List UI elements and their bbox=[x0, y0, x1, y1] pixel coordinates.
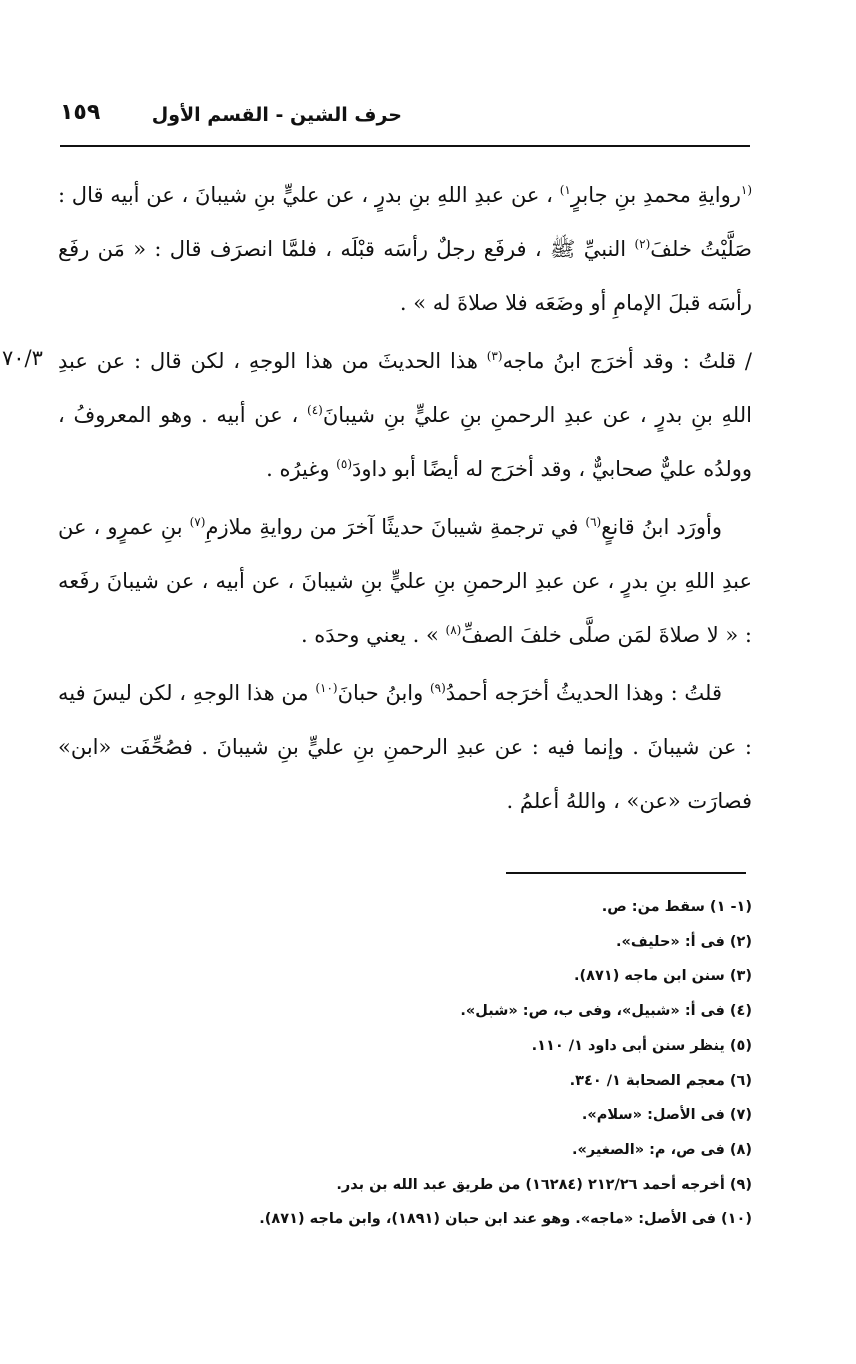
footnote-reference: (٢) bbox=[634, 237, 651, 251]
paragraph-text: وغيرُه . bbox=[266, 457, 337, 481]
main-text bbox=[58, 168, 752, 832]
footnote-reference: (٣) bbox=[486, 349, 503, 363]
paragraph-text: » . يعني وحدَه . bbox=[300, 623, 446, 647]
footnote: (٥) ينظر سنن أبى داود ١/ ١١٠. bbox=[531, 1037, 752, 1054]
paragraph-text: ، عن عبدِ اللهِ بنِ بدرٍ ، عن عليٍّ بنِ شيبانَ ، عن أبيه قال : صَلَّيْتُ خلفَ bbox=[58, 183, 753, 261]
footnote-separator bbox=[506, 872, 746, 874]
footnote: (٢) فى أ: «حليف». bbox=[615, 933, 752, 950]
footnote-reference: (٦) bbox=[585, 515, 602, 529]
footnote-reference: (٤) bbox=[307, 403, 323, 417]
footnotes bbox=[100, 890, 752, 1237]
margin-volume-page-marker: ٧٠/٣ bbox=[2, 346, 43, 370]
footnote: (٣) سنن ابن ماجه (٨٧١). bbox=[573, 968, 752, 985]
paragraph-text: من هذا الوجهِ ، لكن ليسَ فيه : عن شيبانَ . وإنما فيه : عن عبدِ الرحمنِ بنِ عليٍّ بنِ شيبانَ . فصُحِّفَت «ابن» فصارَت «عن» ، واللهُ أعلمُ . bbox=[58, 681, 752, 813]
paragraph-text: في ترجمةِ شيبانَ حديثًا آخرَ من روايةِ ملازمِ bbox=[205, 515, 586, 539]
paragraph bbox=[58, 666, 752, 828]
paragraph bbox=[58, 334, 752, 496]
header-rule bbox=[60, 145, 750, 147]
paragraph-text: وابنُ حبانَ bbox=[337, 681, 430, 705]
footnote: (١٠) فى الأصل: «ماجه». وهو عند ابن حبان (١٨٩١)، وابن ماجه (٨٧١). bbox=[259, 1211, 752, 1228]
paragraph-text: / قلتُ : وقد أخرَج ابنُ ماجه bbox=[502, 349, 752, 373]
footnote-reference: (٥) bbox=[336, 457, 352, 471]
footnote-reference: (٨) bbox=[445, 623, 462, 637]
footnote-reference: (٧) bbox=[189, 515, 206, 529]
footnote: (٧) فى الأصل: «سلام». bbox=[581, 1107, 752, 1124]
paragraph bbox=[58, 168, 752, 330]
paragraph-text: روايةِ محمدِ بنِ جابرٍ bbox=[570, 183, 741, 207]
footnote-reference: (١٠) bbox=[315, 681, 338, 695]
paragraph-text: هذا الحديثَ من هذا الوجهِ ، لكن قال : عن عبدِ اللهِ بنِ بدرٍ ، عن عبدِ الرحمنِ بنِ عليٍّ بنِ شيبانَ bbox=[58, 349, 752, 427]
footnote: (١- ١) سقط من: ص. bbox=[601, 899, 752, 915]
paragraph bbox=[58, 500, 752, 662]
footnote: (٨) فى ص، م: «الصغير». bbox=[572, 1141, 752, 1158]
footnote-reference: (١ bbox=[740, 183, 753, 197]
running-title: حرف الشين - القسم الأول bbox=[151, 104, 402, 126]
footnote: (٩) أخرجه أحمد ٢١٢/٢٦ (١٦٢٨٤) من طريق عبد الله بن بدر. bbox=[336, 1176, 752, 1193]
paragraph-text: وأورَد ابنُ قانعٍ bbox=[601, 515, 722, 539]
running-header bbox=[60, 98, 752, 138]
paragraph-text: بنِ عمرٍو ، عن عبدِ اللهِ بنِ بدرٍ ، عن عبدِ الرحمنِ بنِ عليٍّ بنِ شيبانَ ، عن أبيه ، عن شيبانَ رفَعه : « لا صلاةَ لمَن صلَّى خلفَ الصفِّ bbox=[58, 515, 752, 647]
footnote: (٤) فى أ: «شبيل»، وفى ب، ص: «شبل». bbox=[460, 1003, 752, 1020]
paragraph-text: قلتُ : وهذا الحديثُ أخرَجه أحمدُ bbox=[445, 681, 722, 705]
footnote-reference: ١) bbox=[559, 183, 571, 197]
footnote-reference: (٩) bbox=[429, 681, 446, 695]
paragraph-text: النبيِّ ﷺ ، فرفَع رجلٌ رأسَه قبْلَه ، فلمَّا انصرَف قال : « مَن رفَع رأسَه قبلَ الإمامِ أو وضَعَه فلا صلاةَ له » . bbox=[58, 237, 752, 315]
paragraph-text: ، عن أبيه . وهو المعروفُ ، وولدُه عليٌّ صحابيٌّ ، وقد أخرَج له أيضًا أبو داودَ bbox=[58, 403, 752, 481]
page-number: ١٥٩ bbox=[60, 100, 101, 125]
footnote: (٦) معجم الصحابة ١/ ٣٤٠. bbox=[569, 1072, 752, 1089]
